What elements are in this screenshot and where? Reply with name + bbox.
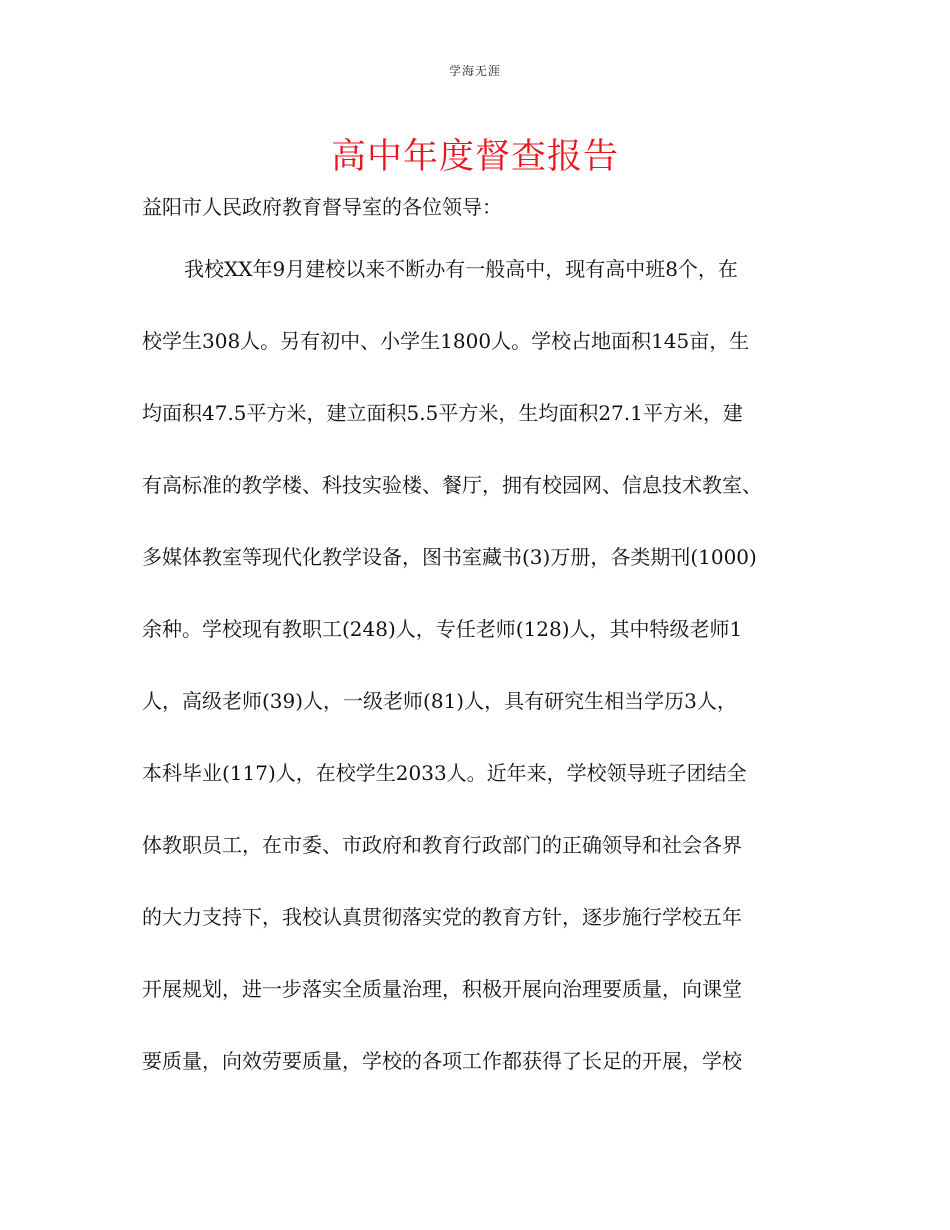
page-header: 学海无涯: [448, 64, 501, 78]
body-line: 均面积47.5平方米，建立面积5.5平方米，生均面积27.1平方米，建: [142, 401, 743, 425]
body-line: 余种。学校现有教职工(248)人，专任老师(128)人，其中特级老师1: [142, 617, 743, 641]
body-line: 要质量，向效劳要质量，学校的各项工作都获得了长足的开展，学校: [142, 1049, 742, 1073]
body-line: 开展规划，进一步落实全质量治理，积极开展向治理要质量，向课堂: [142, 977, 742, 1001]
document-body: [142, 254, 842, 1118]
body-line: 人，高级老师(39)人，一级老师(81)人，具有研究生相当学历3人，: [142, 689, 737, 713]
document-title: 高中年度督查报告: [330, 137, 619, 177]
body-line: 体教职员工，在市委、市政府和教育行政部门的正确领导和社会各界: [142, 833, 742, 857]
body-line: 的大力支持下，我校认真贯彻落实党的教育方针，逐步施行学校五年: [142, 905, 742, 929]
body-line: 校学生308人。另有初中、小学生1800人。学校占地面积145亩，生: [142, 329, 750, 353]
body-line: 本科毕业(117)人，在校学生2033人。近年来，学校领导班子团结全: [142, 761, 747, 785]
body-line: 我校XX年9月建校以来不断办有一般高中，现有高中班8个，在: [184, 257, 738, 281]
body-line: 多媒体教室等现代化教学设备，图书室藏书(3)万册，各类期刊(1000): [142, 545, 757, 569]
body-line: 有高标准的教学楼、科技实验楼、餐厅，拥有校园网、信息技术教室、: [142, 473, 762, 497]
salutation: 益阳市人民政府教育督导室的各位领导：: [142, 195, 502, 219]
